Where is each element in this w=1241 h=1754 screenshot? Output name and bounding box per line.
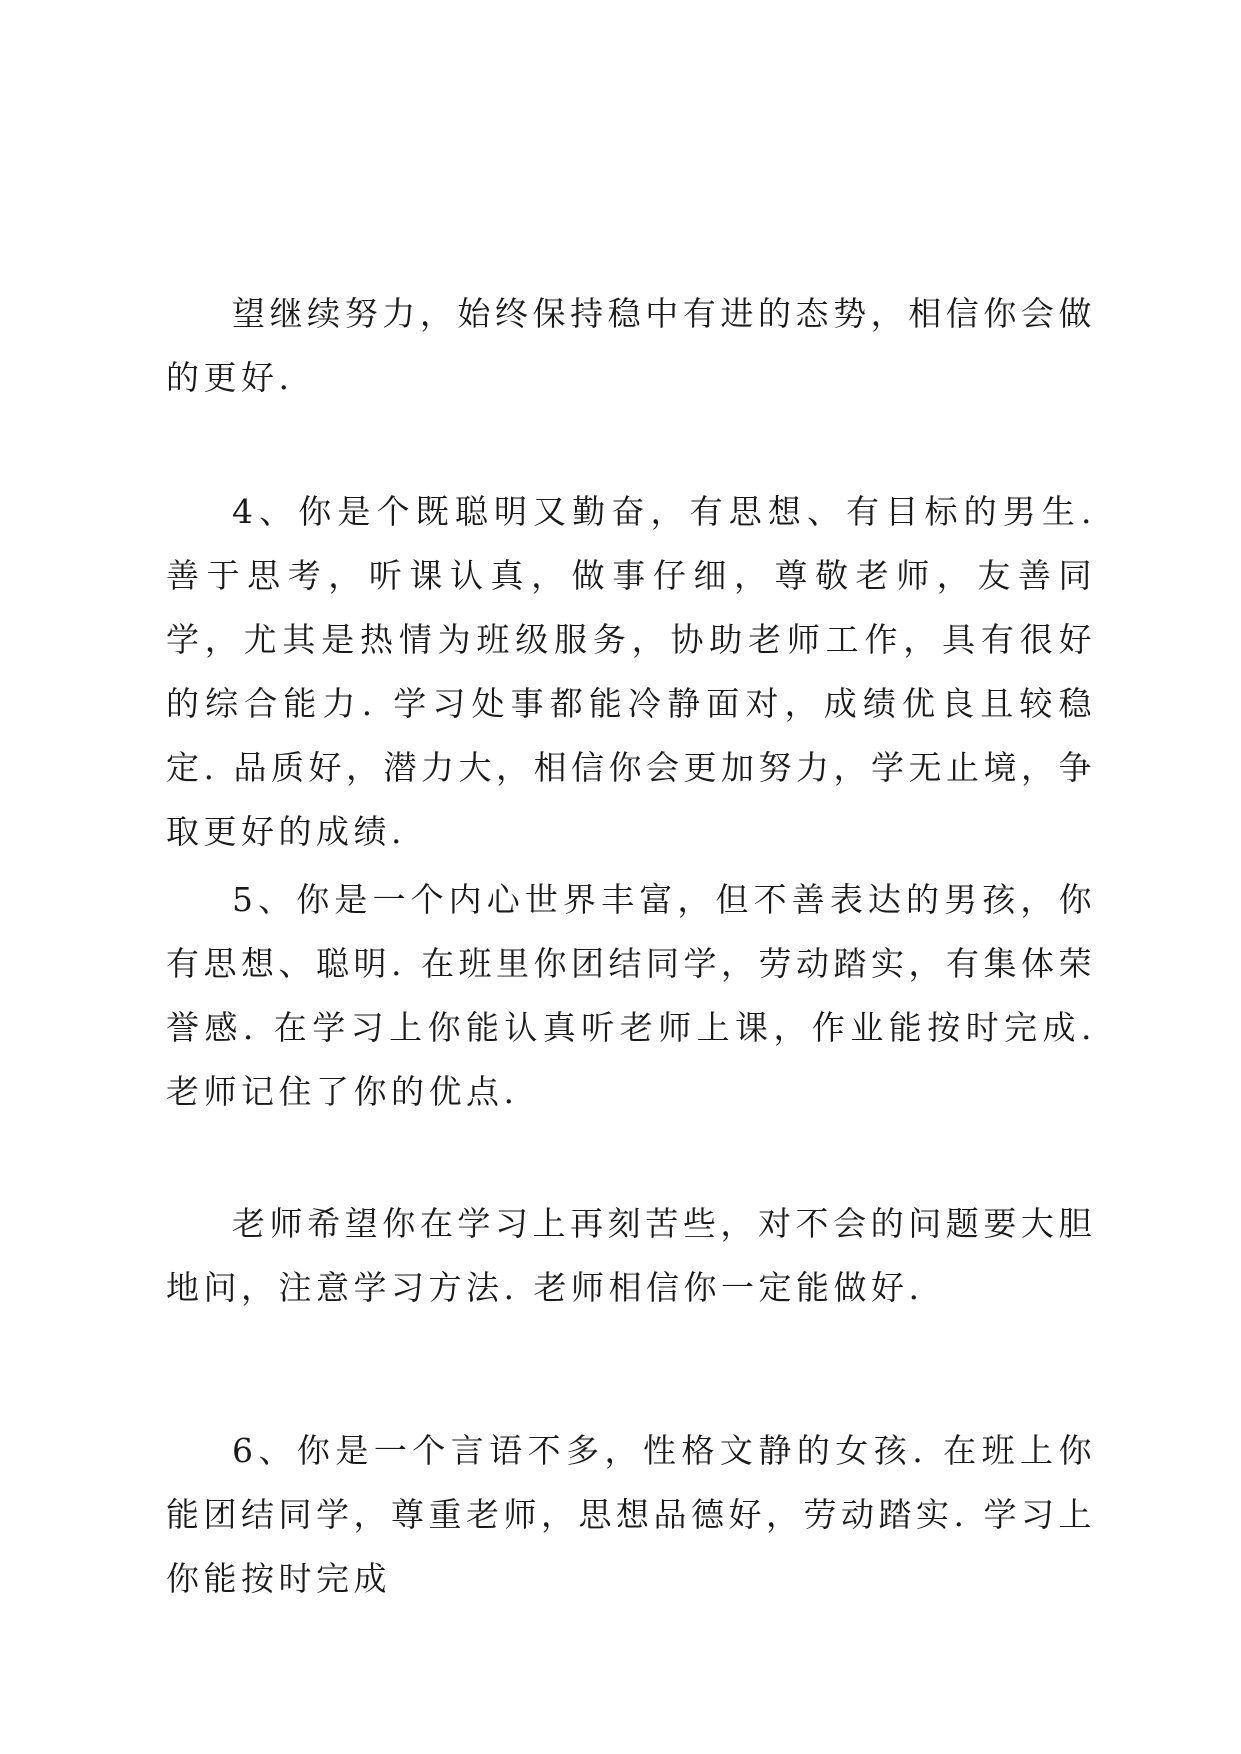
- paragraph-comment-4: 4、你是个既聪明又勤奋，有思想、有目标的男生. 善于思考，听课认真，做事仔细，尊敬老师，友善同学，尤其是热情为班级服务，协助老师工作，具有很好的综合能力. 学习处事都能冷静面对，成绩优良且较稳定. 品质好，潜力大，相信你会更加努力，学无止境，争取更好的成绩.: [166, 492, 1096, 851]
- paragraph-comment-6: 6、你是一个言语不多，性格文静的女孩. 在班上你能团结同学，尊重老师，思想品德好，劳动踏实. 学习上你能按时完成: [166, 1431, 1096, 1598]
- paragraph-teacher-hope: 老师希望你在学习上再刻苦些，对不会的问题要大胆地问，注意学习方法. 老师相信你一定能做好.: [166, 1204, 1096, 1307]
- paragraph-comment-5: 5、你是一个内心世界丰富，但不善表达的男孩，你有思想、聪明. 在班里你团结同学，劳动踏实，有集体荣誉感. 在学习上你能认真听老师上课，作业能按时完成. 老师记住了你的优点.: [166, 880, 1096, 1111]
- paragraph-continuation: 望继续努力，始终保持稳中有进的态势，相信你会做的更好.: [166, 294, 1096, 397]
